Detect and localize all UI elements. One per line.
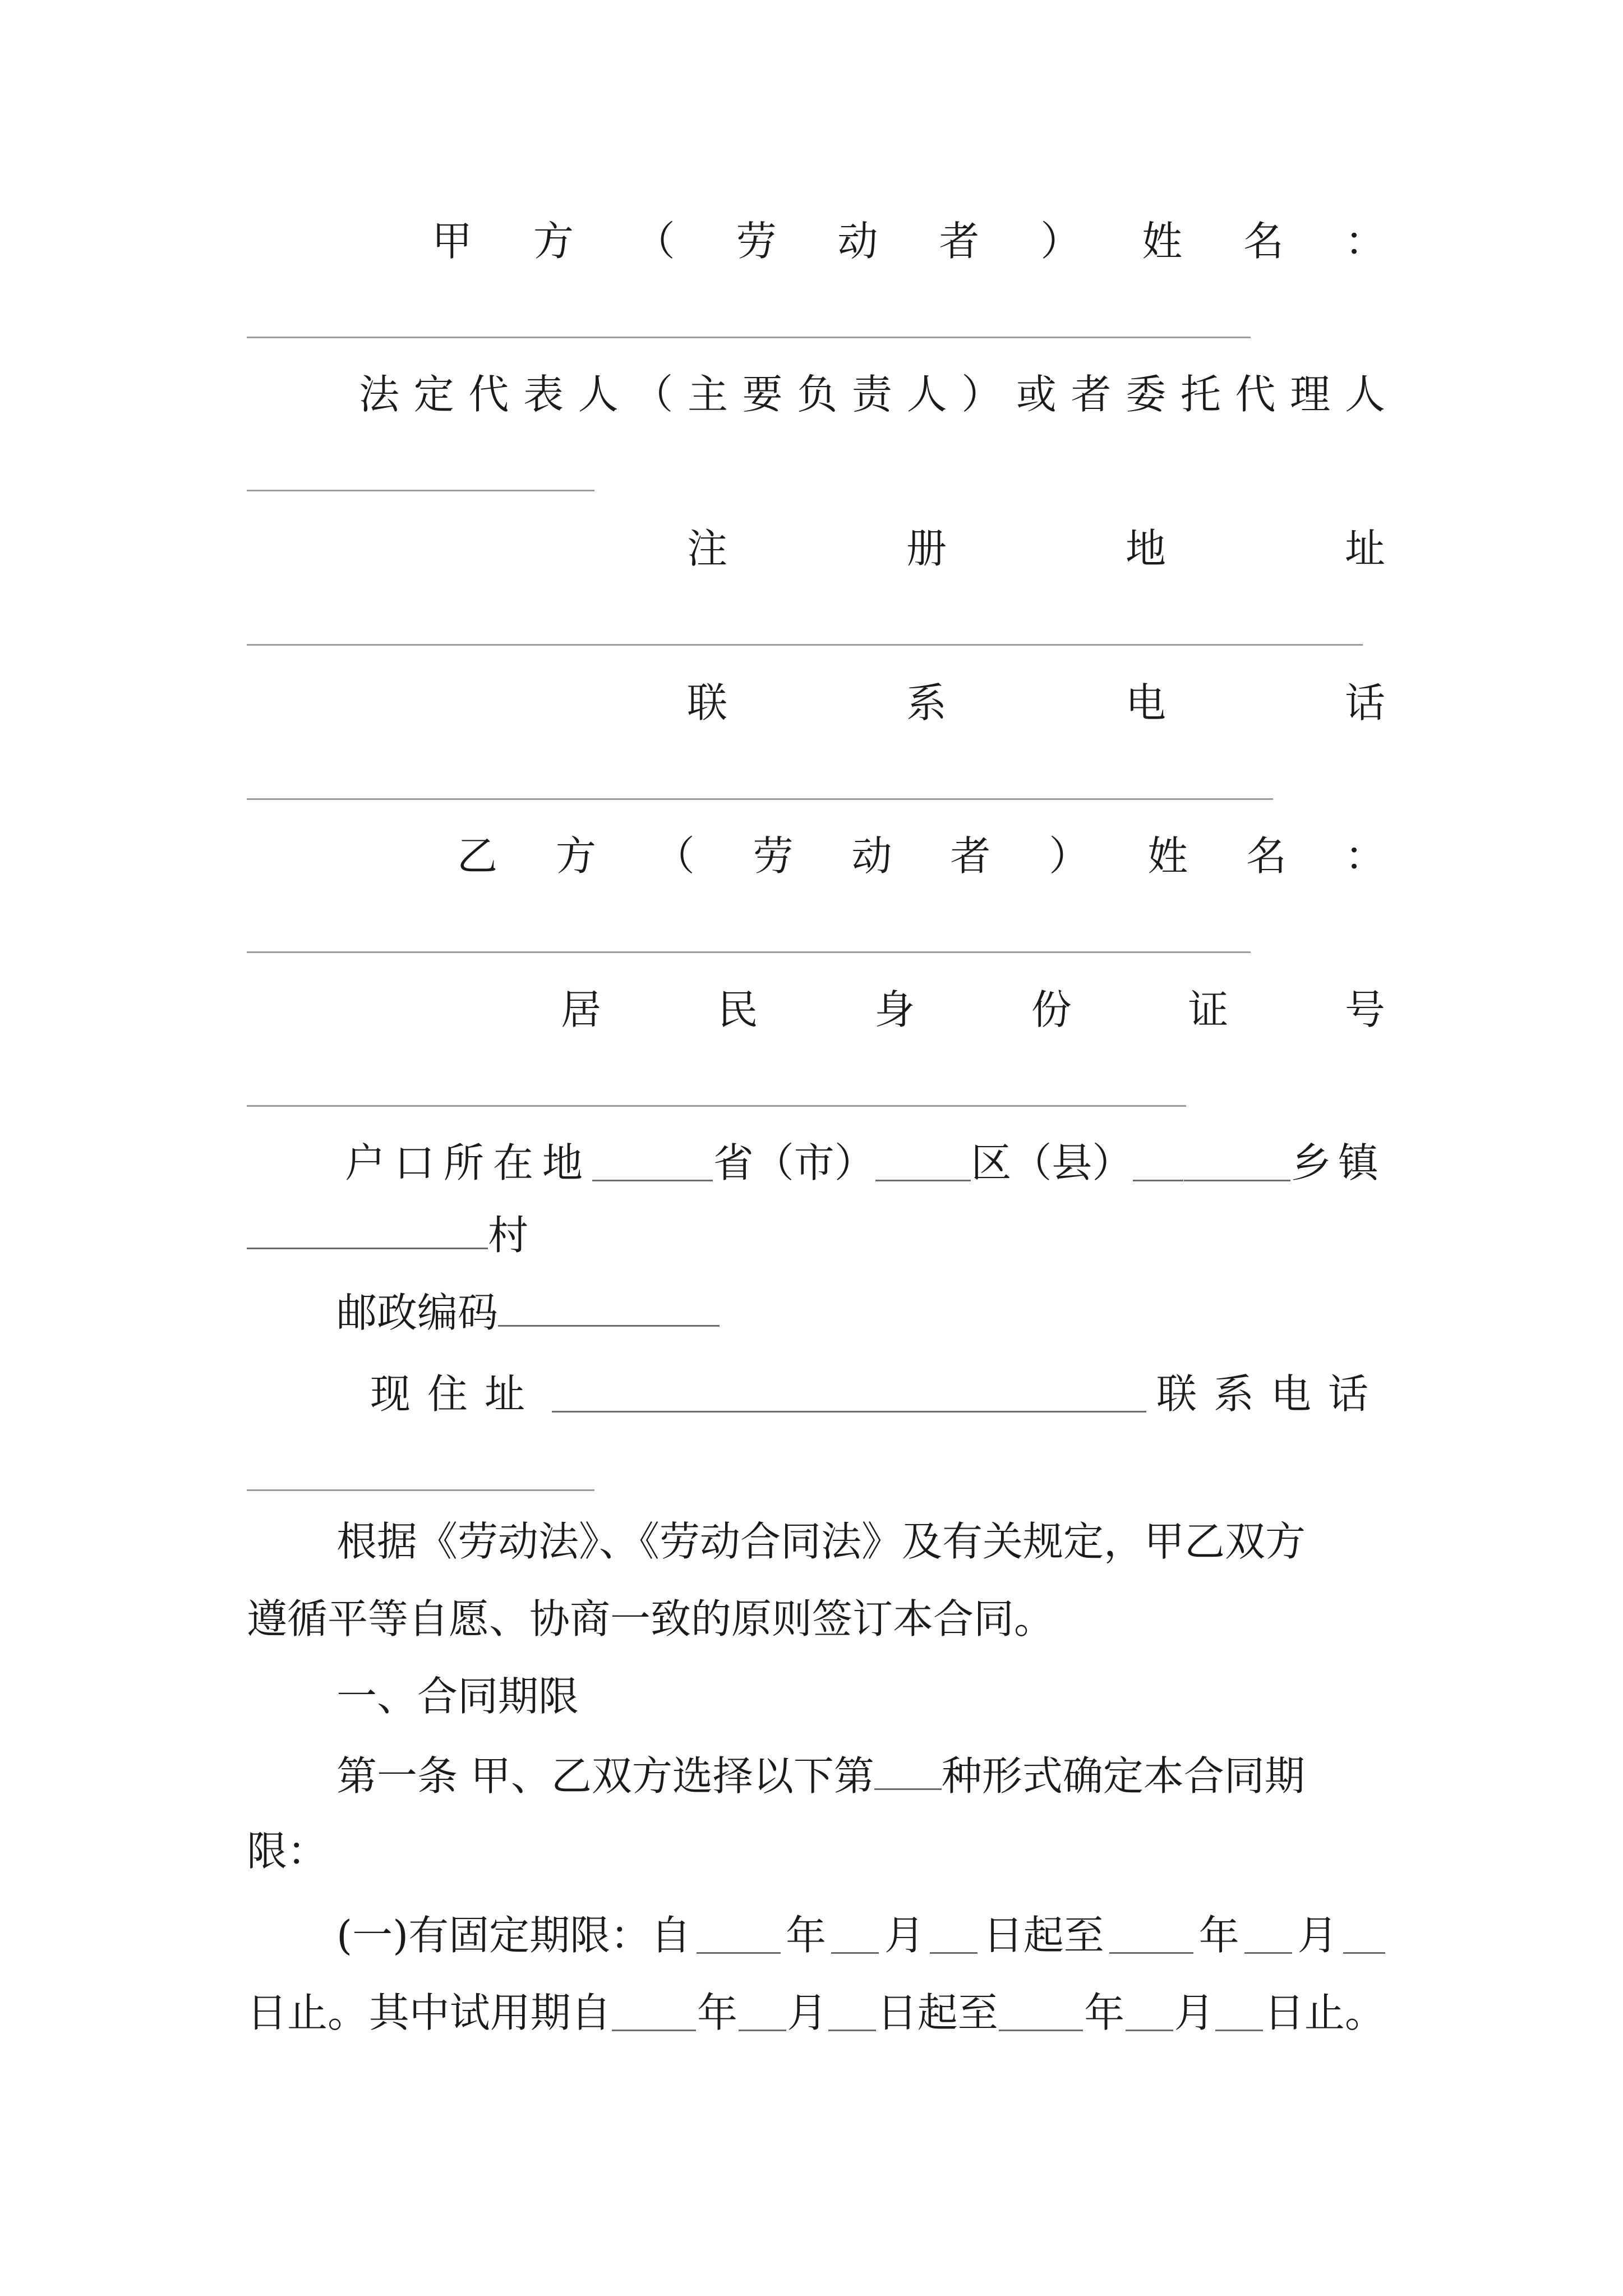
pa-addr-char: 册 [906,525,947,572]
pb-id-char: 号 [1344,986,1385,1033]
hukou-district: 区（县） [971,1139,1133,1186]
pa-rep-char: 要 [742,371,783,418]
probation-start-year-unit: 年 [697,1989,738,2036]
article-1-choice-blank[interactable] [874,1754,942,1790]
pa-rep-char: 人 [578,371,619,418]
party-a-phone-blank[interactable] [247,798,1273,800]
current-phone-label: 联系电话 [1156,1370,1385,1418]
pb-title-char: 动 [851,832,892,880]
fixed-term-line-2 [247,1986,1385,2040]
start-month-blank[interactable] [831,1917,879,1954]
current-phone-blank[interactable] [247,1489,594,1491]
hukou-province: 省（市） [713,1139,875,1186]
start-day-blank[interactable] [930,1917,978,1954]
legal-representative-label [359,367,1385,421]
pa-rep-char: 或 [1016,371,1057,418]
pb-title-char: 方 [555,832,596,880]
section-1-title-text: 一、合同期限 [336,1673,579,1720]
probation-end-month-unit: 月 [1174,1989,1215,2036]
pb-id-char: 份 [1031,986,1072,1033]
start-day-unit: 日起至 [983,1912,1104,1959]
party-b-name-label [457,829,1385,883]
probation-end-month-blank[interactable] [1126,1995,1173,2031]
pa-rep-char: 法 [359,371,400,418]
legal-representative-blank[interactable] [247,490,594,491]
hukou-district-blank[interactable] [875,1145,971,1181]
pb-id-char: 居 [561,986,602,1033]
hukou-village: 村 [488,1212,529,1259]
hukou-prefix: 户口所在地 [345,1139,592,1186]
end-month-blank[interactable] [1244,1917,1292,1954]
pa-rep-char: 理 [1290,371,1331,418]
article-1-line-2-text: 限： [247,1828,328,1875]
pa-phone-char: 系 [906,679,947,726]
intro-text-1: 根据《劳动法》、《劳动合同法》及有关规定，甲乙双方 [336,1518,1306,1565]
pa-title-char: 方 [533,218,574,265]
fixed-term-line-1 [336,1908,1385,1962]
end-day-blank[interactable] [1343,1917,1385,1954]
pa-phone-char: 话 [1344,679,1385,726]
probation-start-day-blank[interactable] [828,1995,876,2031]
pa-title-char: 姓 [1142,218,1183,265]
id-number-blank[interactable] [247,1105,1186,1107]
pa-addr-char: 址 [1344,525,1385,572]
article-1-line-2 [247,1828,1385,1885]
pb-id-char: 民 [717,986,758,1033]
pb-title-char: 劳 [753,832,794,880]
current-address-blank[interactable] [552,1376,1146,1412]
postal-code-line [336,1290,1475,1344]
fixed-term-label: (一)有固定期限：自 [336,1912,691,1959]
pa-title-char: ） [1040,218,1081,265]
intro-text-2: 遵循平等自愿、协商一致的原则签订本合同。 [247,1595,1055,1642]
probation-start-year-blank[interactable] [612,1995,696,2031]
pa-title-char: 名 [1243,218,1284,265]
pa-rep-char: 者 [1071,371,1112,418]
party-b-name-blank[interactable] [247,951,1251,953]
pa-title-char: 甲 [432,218,473,265]
pa-title-char: ： [1344,218,1385,265]
hukou-province-blank[interactable] [592,1145,713,1181]
probation-end-year-unit: 年 [1084,1989,1125,2036]
intro-line-2 [247,1595,1385,1653]
hukou-line [345,1136,1385,1190]
pa-rep-char: （ [633,371,674,418]
pb-title-char: ： [1344,832,1385,880]
party-a-name-blank[interactable] [247,337,1251,338]
pb-title-char: （ [654,832,695,880]
hukou-township-blank-1[interactable] [1133,1145,1183,1181]
party-a-phone-label [687,676,1385,730]
end-month-unit: 月 [1297,1912,1338,1959]
probation-end-day-unit: 日止。 [1264,1989,1385,2036]
pa-rep-char: 表 [523,371,564,418]
party-a-name-label [432,214,1385,268]
pb-title-char: ） [1049,832,1090,880]
postal-code-label: 邮政编码 [336,1289,499,1336]
pa-title-char: 动 [837,218,878,265]
pa-addr-char: 注 [687,525,728,572]
postal-code-blank[interactable] [498,1290,720,1327]
intro-line-1 [336,1518,1385,1575]
current-address-line [370,1367,1385,1421]
id-number-label [561,983,1385,1037]
pb-id-char: 证 [1188,986,1229,1033]
pb-title-char: 名 [1246,832,1287,880]
start-year-unit: 年 [786,1912,827,1959]
pa-rep-char: 委 [1126,371,1166,418]
probation-start-month-blank[interactable] [739,1995,786,2031]
current-address-label: 现住址 [370,1370,542,1418]
probation-start-month-unit: 月 [787,1989,828,2036]
probation-end-year-blank[interactable] [999,1995,1083,2031]
hukou-village-line [247,1213,1385,1267]
article-1-line [336,1754,1385,1807]
pa-rep-char: 主 [687,371,728,418]
pa-rep-char: 责 [851,371,892,418]
probation-start-day-unit: 日起至 [877,1989,998,2036]
pa-rep-char: ） [961,371,1002,418]
start-month-unit: 月 [884,1912,925,1959]
pa-title-char: （ [634,218,675,265]
hukou-village-blank[interactable] [247,1213,488,1249]
pa-rep-char: 托 [1180,371,1221,418]
section-1-title [336,1673,1475,1730]
pa-addr-char: 地 [1125,525,1166,572]
pb-title-char: 者 [950,832,991,880]
article-1-prefix: 第一条 甲、乙双方选择以下第 [336,1752,874,1800]
pa-phone-char: 电 [1125,679,1166,726]
pa-title-char: 劳 [736,218,777,265]
pa-rep-char: 人 [906,371,947,418]
probation-label: 其中试用期自 [368,1989,611,2036]
end-year-blank[interactable] [1109,1917,1193,1954]
pb-title-char: 姓 [1147,832,1188,880]
pa-rep-char: 人 [1344,371,1385,418]
pa-rep-char: 定 [413,371,454,418]
hukou-township: 乡镇 [1290,1139,1385,1186]
pb-id-char: 身 [874,986,915,1033]
pa-rep-char: 负 [797,371,838,418]
pb-title-char: 乙 [457,832,498,880]
start-year-blank[interactable] [697,1917,781,1954]
probation-end-day-blank[interactable] [1215,1995,1263,2031]
pa-title-char: 者 [939,218,980,265]
pa-phone-char: 联 [687,679,728,726]
pa-rep-char: 代 [1235,371,1276,418]
registered-address-blank[interactable] [247,644,1363,646]
end-year-unit: 年 [1198,1912,1239,1959]
hukou-township-blank-2[interactable] [1184,1145,1290,1181]
pa-rep-char: 代 [468,371,509,418]
article-1-suffix: 种形式确定本合同期 [941,1752,1305,1800]
end-day-unit: 日止。 [247,1989,368,2036]
registered-address-label [687,522,1385,576]
